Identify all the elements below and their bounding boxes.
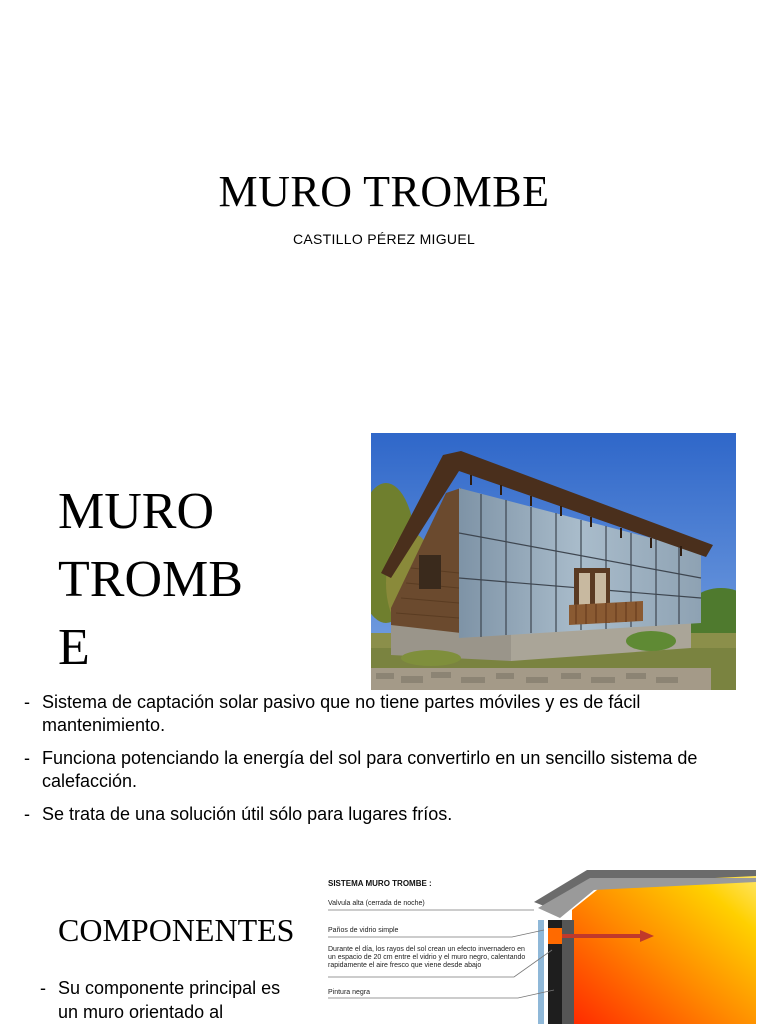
list-item — [24, 747, 764, 793]
house-photo — [371, 433, 736, 690]
slide2-title — [58, 478, 243, 682]
list-item — [24, 691, 764, 737]
trombe-wall-diagram — [322, 870, 756, 1024]
slide1-subtitle: CASTILLO PÉREZ MIGUEL — [292, 231, 476, 247]
diagram-label: Pintura negra — [328, 989, 371, 996]
bullet-text: Su componente principal es un muro orientado al — [58, 978, 281, 1022]
bullet-text: Funciona potenciando la energía del sol para convertirlo en un sencillo sistema de calefacción. — [42, 748, 698, 791]
diagram-label: Durante el día, los rayos del sol crean un efecto invernadero en un espacio de 20 cm entre el vidrio y el muro negro, calentando rapidamente el aire fresco que viene desde abajo — [328, 946, 526, 969]
bullet-marker: - — [24, 748, 30, 768]
slide2-title-line: MURO — [58, 483, 215, 540]
slide3-bullet-list — [40, 976, 300, 1024]
house-photo-illustration — [371, 433, 736, 690]
slide2-title-line: E — [58, 619, 90, 676]
diagram-label: Valvula alta (cerrada de noche) — [328, 900, 425, 907]
slide3-title: COMPONENTES — [58, 912, 295, 948]
bullet-marker: - — [24, 804, 30, 824]
diagram-label: Paños de vidrio simple — [328, 927, 399, 934]
bullet-text: Sistema de captación solar pasivo que no tiene partes móviles y es de fácil mantenimiento. — [42, 692, 641, 735]
list-item — [24, 803, 764, 826]
bullet-marker: - — [24, 692, 30, 712]
bullet-text: Se trata de una solución útil sólo para lugares fríos. — [42, 804, 453, 824]
bullet-marker: - — [40, 978, 46, 998]
diagram-title: SISTEMA MURO TROMBE : — [328, 879, 432, 888]
slide2-title-line: TROMB — [58, 551, 243, 608]
slide1-title: MURO TROMBE — [218, 167, 550, 216]
list-item — [40, 976, 300, 1024]
slide2-bullet-list — [24, 691, 764, 836]
